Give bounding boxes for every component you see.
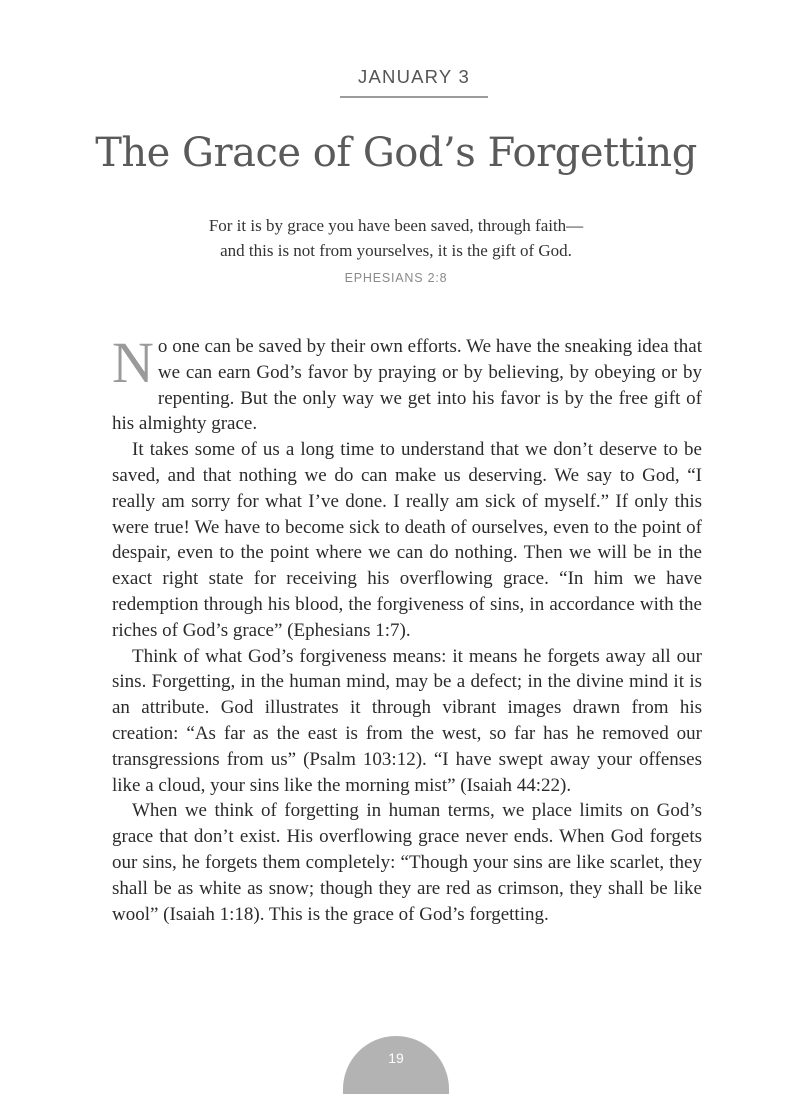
page-number-tab bbox=[343, 1036, 449, 1094]
verse-line-1: For it is by grace you have been saved, through faith— bbox=[208, 216, 584, 235]
paragraph-4: When we think of forgetting in human terms, we place limits on God’s grace that don’t exist. His overflowing grace never ends. When God forgets our sins, he forgets them completely: “Though your sins are like scarlet, they shall be as white as snow; though they are red as crimson, they shall be like wool” (Isaiah 1:18). This is the grace of God’s forgetting. bbox=[112, 800, 702, 925]
paragraph-1 bbox=[112, 330, 702, 437]
page-title: The Grace of God’s Forgetting bbox=[95, 130, 697, 176]
date-label: JANUARY 3 bbox=[340, 66, 488, 98]
verse-reference: EPHESIANS 2:8 bbox=[344, 271, 448, 285]
paragraph-3: Think of what God’s forgiveness means: it means he forgets away all our sins. Forgetting, in the human mind, may be a defect; in the divine mind it is an attribute. God illustrates it through vibrant images drawn from his creation: “As far as the east is from the west, so far has he removed our transgressions from us” (Psalm 103:12). “I have swept away your offenses like a cloud, your sins like the morning mist” (Isaiah 44:22). bbox=[112, 645, 702, 796]
page-number: 19 bbox=[388, 1050, 404, 1066]
drop-cap: N bbox=[112, 330, 154, 395]
devotional-body bbox=[112, 330, 702, 927]
epigraph-verse bbox=[0, 213, 792, 263]
paragraph-2: It takes some of us a long time to understand that we don’t deserve to be saved, and that nothing we do can make us deserving. We say to God, “I really am sorry for what I’ve done. I really am sick of myself.” If only this were true! We have to become sick to death of ourselves, even to the point of despair, even to the point where we can do nothing. Then we will be in the exact right state for receiving his overflowing grace. “In him we have redemption through his blood, the forgiveness of sins, in accordance with the riches of God’s grace” (Ephesians 1:7). bbox=[112, 439, 702, 641]
verse-line-2: and this is not from yourselves, it is the gift of God. bbox=[220, 241, 572, 260]
paragraph-1-text: o one can be saved by their own efforts. We have the sneaking idea that we can earn God’s favor by praying or by believing, by obeying or by repenting. But the only way we get into his favor is by the free gift of his almighty grace. bbox=[112, 336, 702, 435]
